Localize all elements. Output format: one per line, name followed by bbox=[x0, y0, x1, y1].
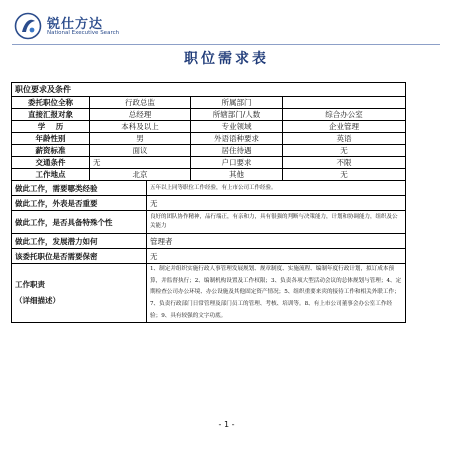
table-row bbox=[12, 97, 406, 109]
table-row bbox=[12, 133, 406, 145]
logo-name-en: National Executive Search bbox=[47, 30, 120, 36]
field-value: 北京 bbox=[90, 169, 191, 181]
field-label: 交通条件 bbox=[12, 157, 90, 169]
field-label: 其他 bbox=[191, 169, 283, 181]
logo-name-cn: 锐仕方达 bbox=[47, 17, 104, 32]
table-row bbox=[12, 169, 406, 181]
field-value: 本科及以上 bbox=[90, 121, 191, 133]
answer-value: 无 bbox=[147, 249, 406, 264]
answer-value: 五年以上同等职位工作经验，有上市公司工作经验。 bbox=[147, 181, 406, 196]
field-value: 无 bbox=[90, 157, 191, 169]
question-label: 做此工作，发展潜力如何 bbox=[12, 234, 147, 249]
field-label: 工作地点 bbox=[12, 169, 90, 181]
field-label: 委托职位全称 bbox=[12, 97, 90, 109]
table-row bbox=[12, 211, 406, 234]
question-label: 做此工作，外表是否重要 bbox=[12, 196, 147, 211]
field-label: 学 历 bbox=[12, 121, 90, 133]
section-title: 职位要求及条件 bbox=[12, 83, 406, 97]
table-row bbox=[12, 234, 406, 249]
field-label: 薪资标准 bbox=[12, 145, 90, 157]
page-title: 职位需求表 bbox=[184, 51, 269, 67]
field-label: 所辖部门/人数 bbox=[191, 109, 283, 121]
table-row bbox=[12, 109, 406, 121]
table-row bbox=[12, 264, 406, 323]
field-value bbox=[283, 97, 406, 109]
field-label: 户口要求 bbox=[191, 157, 283, 169]
field-label: 直接汇报对象 bbox=[12, 109, 90, 121]
field-label: 所属部门 bbox=[191, 97, 283, 109]
job-requirement-table bbox=[11, 82, 406, 323]
logo-mark-icon bbox=[14, 12, 42, 40]
field-value: 无 bbox=[283, 169, 406, 181]
answer-value: 良好的团队协作精神，品行端正，有亲和力，具有很强的判断与决策能力，计划和协调能力，组织及公关能力 bbox=[147, 211, 406, 234]
field-value: 男 bbox=[90, 133, 191, 145]
field-label: 居住待遇 bbox=[191, 145, 283, 157]
duties-text: 1、制定并组织实施行政人事管理发展规划、规章制度、实施流程、编制年度行政计划，拟订成本预算，并监督执行；2、编制机构设置及工作权限；3、负责各项大型活动会议的总体规划与管理；4、定期检查公司办公环境、办公设施及其他固定资产情况；5、组织重要来宾的接待工作和相关外联工作；7、负责行政部门日常管理及部门员工的管理、考核、培训等。8、有上市公司董事会办公室工作经验；9、具有较强的文字功底。 bbox=[147, 264, 406, 323]
table-row bbox=[12, 121, 406, 133]
table-row bbox=[12, 181, 406, 196]
field-value: 行政总监 bbox=[90, 97, 191, 109]
duties-label-sub: （详细描述） bbox=[15, 296, 60, 306]
field-value: 综合办公室 bbox=[283, 109, 406, 121]
question-label: 做此工作，是否具备特殊个性 bbox=[12, 211, 147, 234]
question-label: 该委托职位是否需要保密 bbox=[12, 249, 147, 264]
field-value: 企业管理 bbox=[283, 121, 406, 133]
field-label: 专业领域 bbox=[191, 121, 283, 133]
answer-value: 管理者 bbox=[147, 234, 406, 249]
table-row bbox=[12, 249, 406, 264]
section-header-row bbox=[12, 83, 406, 97]
page-number: - 1 - bbox=[218, 420, 235, 429]
header-divider bbox=[12, 44, 440, 45]
company-logo bbox=[14, 10, 144, 44]
field-value: 不限 bbox=[283, 157, 406, 169]
duties-label: 工作职责 bbox=[15, 280, 45, 290]
question-label: 做此工作，需要哪类经验 bbox=[12, 181, 147, 196]
field-label: 外语语种要求 bbox=[191, 133, 283, 145]
field-value: 面议 bbox=[90, 145, 191, 157]
table-row bbox=[12, 196, 406, 211]
table-row bbox=[12, 157, 406, 169]
answer-value: 无 bbox=[147, 196, 406, 211]
field-value: 英语 bbox=[283, 133, 406, 145]
duties-label-cell bbox=[12, 264, 147, 323]
table-row bbox=[12, 145, 406, 157]
field-label: 年龄性别 bbox=[12, 133, 90, 145]
field-value: 总经理 bbox=[90, 109, 191, 121]
field-value: 无 bbox=[283, 145, 406, 157]
